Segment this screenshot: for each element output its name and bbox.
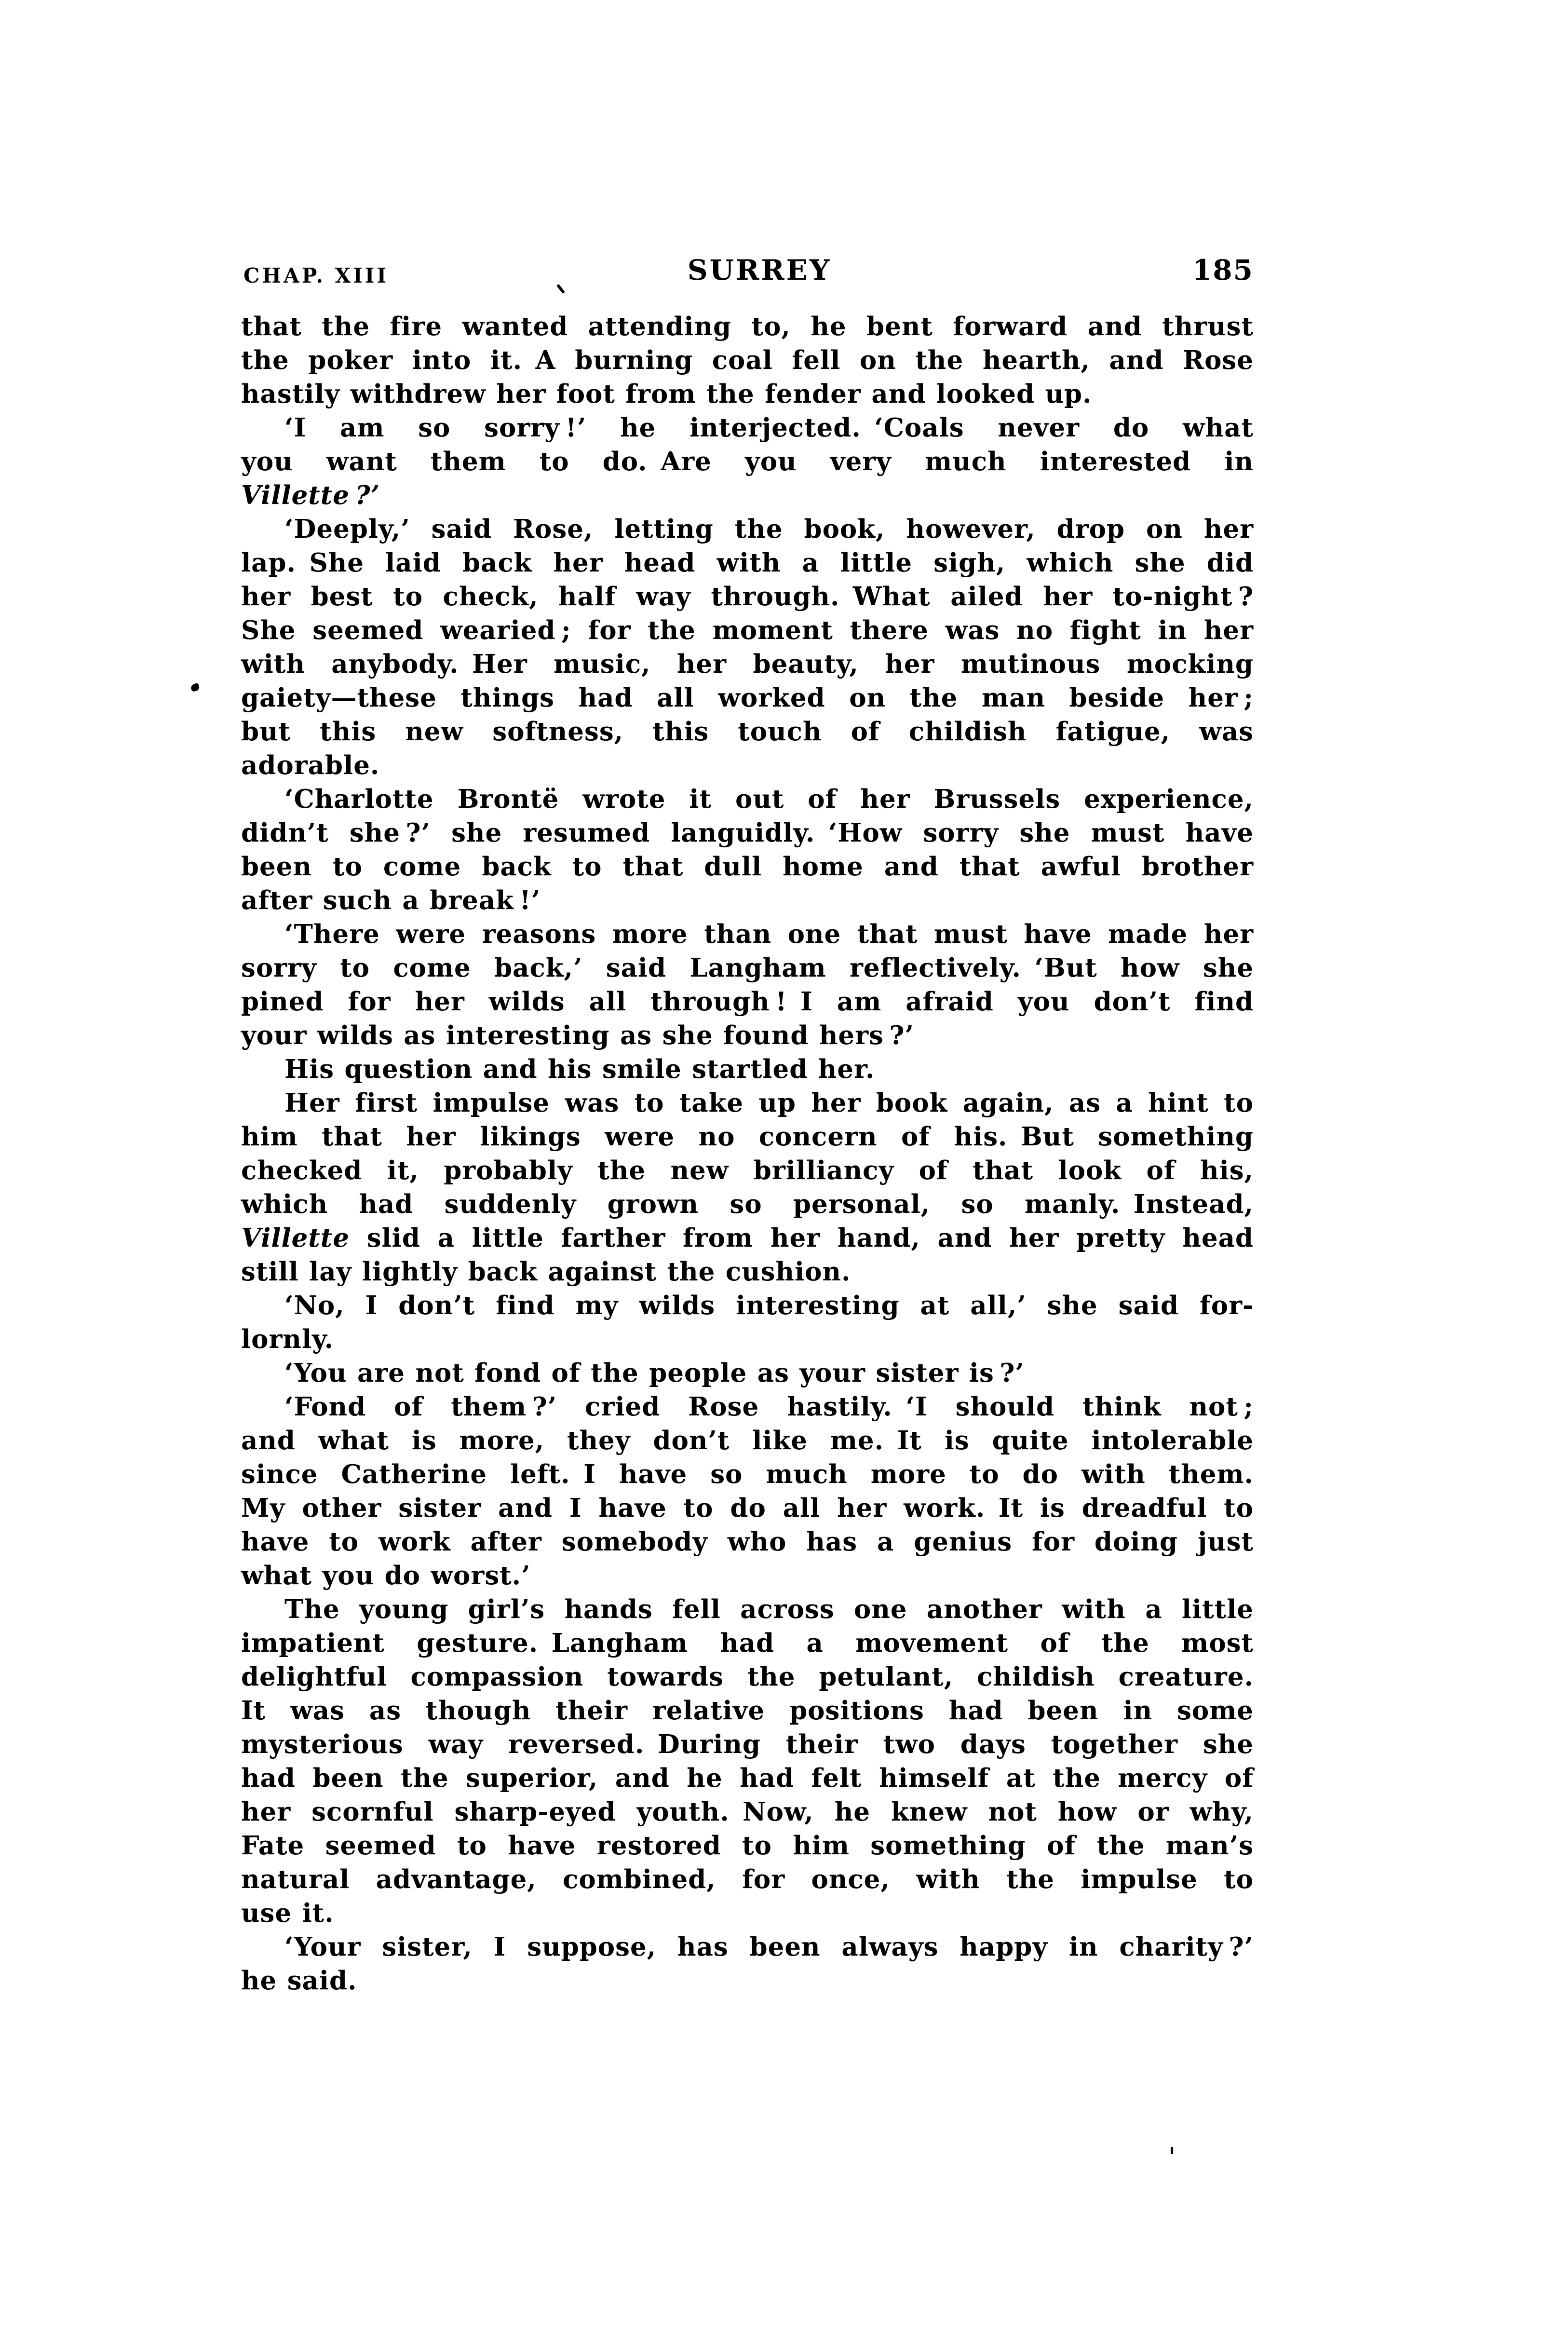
text-line: ‘Your sister, I suppose, has been always happy in charity ?’ — [284, 1932, 1254, 1962]
text-line: but this new softness, this touch of childish fatigue, was — [241, 717, 1254, 747]
text-line: her best to check, half way through. What ailed her to-night ? — [241, 582, 1254, 612]
text-line: She seemed wearied ; for the moment there was no fight in her — [241, 615, 1254, 645]
text-line: use it. — [241, 1898, 334, 1928]
text-line: impatient gesture. Langham had a movement of the most — [241, 1628, 1254, 1658]
text-line: and what is more, they don’t like me. It is quite intolerable — [241, 1426, 1254, 1455]
text-line: ‘You are not fond of the people as your sister is ?’ — [284, 1358, 1025, 1388]
text-line: Villette slid a little farther from her hand, and her pretty head — [241, 1223, 1254, 1253]
text-line: Fate seemed to have restored to him something of the man’s — [241, 1831, 1254, 1861]
text-line: ‘Charlotte Brontë wrote it out of her Brussels experience, — [284, 784, 1254, 814]
text-line: My other sister and I have to do all her work. It is dreadful to — [241, 1493, 1254, 1523]
text-line: you want them to do. Are you very much interested in — [241, 447, 1254, 476]
text-line: hastily withdrew her foot from the fender and looked up. — [241, 379, 1092, 409]
text-line: sorry to come back,’ said Langham reflectively. ‘But how she — [241, 953, 1254, 983]
text-line: he said. — [241, 1966, 357, 1996]
text-line: still lay lightly back against the cushion. — [241, 1257, 851, 1287]
text-line: delightful compassion towards the petulant, childish creature. — [241, 1662, 1254, 1692]
italic-book-title: Villette — [241, 1223, 350, 1253]
text-line: after such a break !’ — [241, 885, 541, 915]
text-line: him that her likings were no concern of his. But something — [241, 1122, 1254, 1152]
text-line: ‘There were reasons more than one that must have made her — [284, 919, 1254, 949]
text-line: ‘No, I don’t find my wilds interesting at all,’ she said for- — [284, 1291, 1254, 1320]
text-line: pined for her wilds all through ! I am afraid you don’t find — [241, 987, 1254, 1017]
text-line: ‘Deeply,’ said Rose, letting the book, however, drop on her — [284, 514, 1254, 544]
ink-speck — [556, 284, 565, 294]
running-header-title: SURREY — [687, 254, 832, 286]
text-line: her scornful sharp-eyed youth. Now, he knew not how or why, — [241, 1797, 1254, 1827]
running-header-chapter: CHAP. XIII — [243, 264, 389, 287]
text-line: ‘I am so sorry !’ he interjected. ‘Coals never do what — [284, 413, 1254, 443]
text-line: His question and his smile startled her. — [284, 1054, 875, 1084]
text-line: natural advantage, combined, for once, with the impulse to — [241, 1864, 1254, 1894]
text-line: gaiety—these things had all worked on the man beside her ; — [241, 683, 1254, 713]
text-line: have to work after somebody who has a genius for doing just — [241, 1527, 1254, 1557]
text-line: had been the superior, and he had felt himself at the mercy of — [241, 1763, 1254, 1793]
text-line: since Catherine left. I have so much more to do with them. — [241, 1459, 1254, 1489]
ink-speck — [190, 683, 200, 693]
text-line: what you do worst.’ — [241, 1561, 531, 1591]
text-line: your wilds as interesting as she found hers ?’ — [241, 1020, 914, 1050]
text-line: been to come back to that dull home and that awful brother — [241, 852, 1254, 882]
body-text — [241, 310, 1254, 1998]
text-line: the poker into it. A burning coal fell on the hearth, and Rose — [241, 345, 1254, 375]
text-line: with anybody. Her music, her beauty, her mutinous mocking — [241, 649, 1254, 679]
ink-speck — [1171, 2147, 1173, 2154]
text-line: ‘Fond of them ?’ cried Rose hastily. ‘I should think not ; — [284, 1392, 1254, 1422]
text-line: mysterious way reversed. During their two days together she — [241, 1729, 1254, 1759]
text-line: It was as though their relative positions had been in some — [241, 1696, 1254, 1726]
text-line: Her first impulse was to take up her book again, as a hint to — [284, 1088, 1254, 1118]
text-line: didn’t she ?’ she resumed languidly. ‘How sorry she must have — [241, 818, 1254, 848]
text-line: checked it, probably the new brilliancy of that look of his, — [241, 1156, 1254, 1185]
text-line: lap. She laid back her head with a little sigh, which she did — [241, 548, 1254, 578]
text-line: adorable. — [241, 750, 380, 780]
text-line: The young girl’s hands fell across one another with a little — [284, 1594, 1254, 1624]
italic-book-title: Villette ?’ — [241, 480, 380, 510]
text-line — [241, 478, 1254, 512]
text-line: that the fire wanted attending to, he bent forward and thrust — [241, 312, 1254, 341]
text-line: which had suddenly grown so personal, so manly. Instead, — [241, 1189, 1254, 1219]
page-number: 185 — [1192, 254, 1254, 286]
text-line: lornly. — [241, 1324, 334, 1354]
